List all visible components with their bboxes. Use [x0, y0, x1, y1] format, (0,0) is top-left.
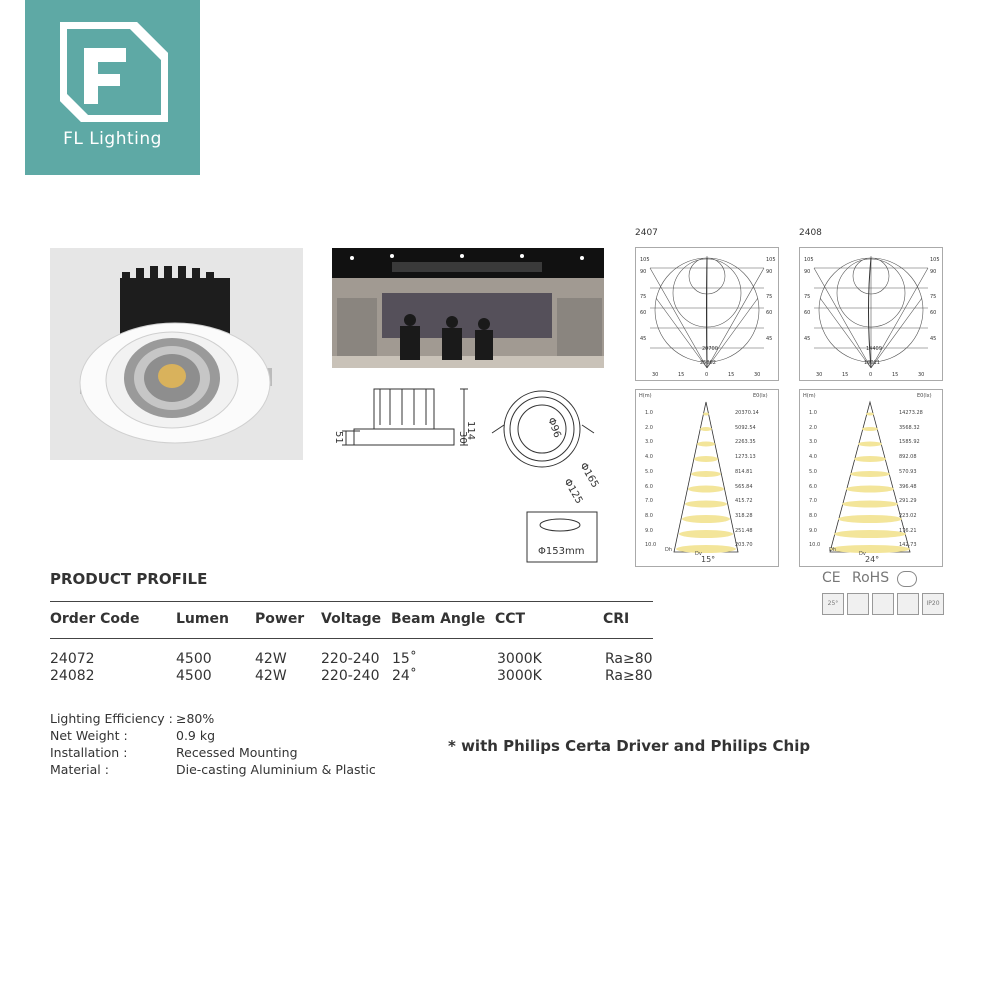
cone-dh-label: Dh — [829, 547, 837, 553]
svg-text:90: 90 — [930, 269, 937, 275]
spec-label: Installation : — [50, 745, 128, 760]
svg-text:15: 15 — [728, 372, 735, 378]
cell-voltage: 220-240 — [321, 668, 380, 684]
spec-label: Lighting Efficiency : — [50, 711, 173, 726]
cell-lumen: 4500 — [176, 651, 212, 667]
cone-chart-2407-labels — [635, 389, 777, 565]
col-voltage: Voltage — [321, 611, 382, 627]
svg-text:45: 45 — [930, 336, 937, 342]
cone-lux-value: 291.29 — [899, 498, 917, 505]
cone-lux-value: 814.81 — [735, 468, 753, 475]
cone-lux-value: 176.21 — [899, 527, 917, 534]
cone-lux-value: 565.84 — [735, 483, 753, 490]
ccc-mark-icon — [897, 571, 917, 587]
cell-cri: Ra≥80 — [605, 668, 653, 684]
cone-height-value: 2.0 — [809, 424, 817, 431]
cone-lux-value: 570.93 — [899, 468, 917, 475]
svg-text:75: 75 — [804, 294, 811, 300]
svg-text:105: 105 — [930, 257, 940, 263]
spec-value: 0.9 kg — [176, 728, 216, 743]
svg-text:15: 15 — [842, 372, 849, 378]
cone-height-value: 6.0 — [645, 483, 653, 490]
cone-header-height: H(m) — [803, 393, 816, 399]
svg-text:90: 90 — [804, 269, 811, 275]
col-cri: CRI — [603, 611, 630, 627]
cone-chart-2408-labels — [799, 389, 941, 565]
svg-text:105: 105 — [640, 257, 650, 263]
dim-mid: Φ125 — [561, 477, 585, 506]
cell-voltage: 220-240 — [321, 651, 380, 667]
cone-lux-value: 3568.32 — [899, 424, 920, 431]
svg-text:15: 15 — [892, 372, 899, 378]
svg-text:105: 105 — [766, 257, 776, 263]
cone-height-value: 8.0 — [809, 512, 817, 519]
application-photo — [332, 248, 604, 368]
svg-text:30: 30 — [816, 372, 823, 378]
logo-mark-icon — [60, 22, 168, 122]
cone-height-value: 10.0 — [645, 542, 657, 549]
svg-text:15: 15 — [678, 372, 685, 378]
cone-lux-value: 142.73 — [899, 542, 917, 549]
cone-lux-value: 5092.54 — [735, 424, 756, 431]
cone-beam-angle: 24° — [865, 555, 880, 564]
cone-height-value: 2.0 — [645, 424, 653, 431]
dim-inner: Φ96 — [545, 416, 563, 440]
cell-cct: 3000K — [497, 651, 542, 667]
cone-height-value: 9.0 — [645, 527, 653, 534]
dim-trim: 30 — [457, 431, 468, 444]
cell-order-code: 24072 — [50, 651, 95, 667]
dim-height: 114 — [465, 421, 476, 441]
ip-rating-badge: IP20 — [922, 593, 944, 615]
cone-height-value: 4.0 — [809, 454, 817, 461]
chart-code-2407: 2407 — [635, 228, 658, 238]
cell-power: 42W — [255, 651, 287, 667]
beam-angle-badge: 25° — [822, 593, 844, 615]
cone-lux-value: 203.70 — [735, 542, 753, 549]
cone-height-value: 9.0 — [809, 527, 817, 534]
spec-value: ≥80% — [176, 711, 215, 726]
cone-height-value: 7.0 — [809, 498, 817, 505]
col-cct: CCT — [495, 611, 526, 627]
cone-height-value: 1.0 — [809, 410, 817, 416]
svg-text:45: 45 — [804, 336, 811, 342]
cone-header-height: H(m) — [639, 393, 652, 399]
cone-lux-value: 396.48 — [899, 483, 917, 490]
cone-height-value: 3.0 — [809, 439, 817, 446]
col-beam-angle: Beam Angle — [391, 611, 486, 627]
dim-cutout: Φ153mm — [538, 546, 585, 557]
cell-order-code: 24082 — [50, 668, 95, 684]
rohs-mark: RoHS — [852, 570, 890, 586]
cone-height-value: 7.0 — [645, 498, 653, 505]
chart-code-2408: 2408 — [799, 228, 822, 238]
cone-height-value: 5.0 — [645, 468, 653, 475]
svg-text:45: 45 — [766, 336, 773, 342]
cone-height-value: 10.0 — [809, 542, 821, 549]
cone-height-value: 5.0 — [809, 468, 817, 475]
cone-lux-value: 318.28 — [735, 512, 753, 519]
cone-lux-value: 2263.35 — [735, 439, 756, 446]
cell-power: 42W — [255, 668, 287, 684]
col-order-code: Order Code — [50, 611, 140, 627]
cell-lumen: 4500 — [176, 668, 212, 684]
svg-text:25862: 25862 — [700, 360, 716, 366]
product-photo — [50, 248, 303, 460]
brand-name: FL Lighting — [63, 129, 162, 149]
cell-cct: 3000K — [497, 668, 542, 684]
spec-value: Die-casting Aluminium & Plastic — [176, 762, 376, 777]
cone-lux-value: 251.48 — [735, 527, 753, 534]
cone-lux-value: 892.08 — [899, 454, 917, 461]
svg-text:60: 60 — [640, 310, 647, 316]
cone-height-value: 3.0 — [645, 439, 653, 446]
cone-header-lux: E0(lx) — [917, 393, 932, 399]
svg-text:45: 45 — [640, 336, 647, 342]
indoor-icon — [897, 593, 919, 615]
svg-text:0: 0 — [705, 372, 709, 378]
product-profile-title: PRODUCT PROFILE — [50, 570, 208, 588]
cone-lux-value: 223.02 — [899, 512, 917, 519]
tilt-icon — [847, 593, 869, 615]
svg-text:75: 75 — [640, 294, 647, 300]
svg-text:75: 75 — [930, 294, 937, 300]
driver-note: * with Philips Certa Driver and Philips Chip — [448, 737, 811, 755]
svg-text:30: 30 — [754, 372, 761, 378]
brand-logo — [25, 0, 200, 175]
svg-text:60: 60 — [930, 310, 937, 316]
cell-beam-angle: 15˚ — [392, 651, 417, 667]
dim-depth: 51 — [333, 431, 344, 444]
svg-text:18011: 18011 — [864, 360, 880, 366]
cell-cri: Ra≥80 — [605, 651, 653, 667]
polar-chart-2407 — [635, 247, 779, 381]
cone-lux-value: 20370.14 — [735, 410, 759, 416]
svg-text:90: 90 — [640, 269, 647, 275]
spec-label: Net Weight : — [50, 728, 128, 743]
spec-label: Material : — [50, 762, 109, 777]
cone-lux-value: 415.72 — [735, 498, 753, 505]
cone-height-value: 4.0 — [645, 454, 653, 461]
cone-dh-label: Dh — [665, 547, 673, 553]
svg-text:30: 30 — [918, 372, 925, 378]
cone-height-value: 8.0 — [645, 512, 653, 519]
ce-mark: CE — [822, 570, 841, 586]
spotlight-icon — [872, 593, 894, 615]
col-power: Power — [255, 611, 305, 627]
cone-beam-angle: 15° — [701, 555, 716, 564]
polar-chart-2408 — [799, 247, 943, 381]
svg-text:20700: 20700 — [702, 346, 718, 352]
cell-beam-angle: 24˚ — [392, 668, 417, 684]
svg-text:105: 105 — [804, 257, 814, 263]
header-top-rule — [50, 601, 653, 602]
cone-height-value: 1.0 — [645, 410, 653, 416]
cone-lux-value: 1585.92 — [899, 439, 920, 446]
downlight-illustration — [50, 248, 303, 460]
spec-value: Recessed Mounting — [176, 745, 298, 760]
svg-text:60: 60 — [804, 310, 811, 316]
col-lumen: Lumen — [176, 611, 229, 627]
svg-text:30: 30 — [652, 372, 659, 378]
header-bottom-rule — [50, 638, 653, 639]
cone-dv-label: Dv — [859, 551, 866, 557]
svg-text:75: 75 — [766, 294, 773, 300]
svg-text:0: 0 — [869, 372, 873, 378]
svg-text:90: 90 — [766, 269, 773, 275]
dimension-drawings — [332, 385, 612, 575]
cone-lux-value: 14273.28 — [899, 410, 923, 416]
cone-height-value: 6.0 — [809, 483, 817, 490]
svg-text:14409: 14409 — [866, 346, 882, 352]
svg-text:60: 60 — [766, 310, 773, 316]
dim-outer: Φ165 — [577, 461, 601, 490]
cone-lux-value: 1273.13 — [735, 454, 756, 461]
cone-header-lux: E0(lx) — [753, 393, 768, 399]
store-scene-illustration — [332, 248, 604, 368]
cone-dv-label: Dv — [695, 551, 702, 557]
